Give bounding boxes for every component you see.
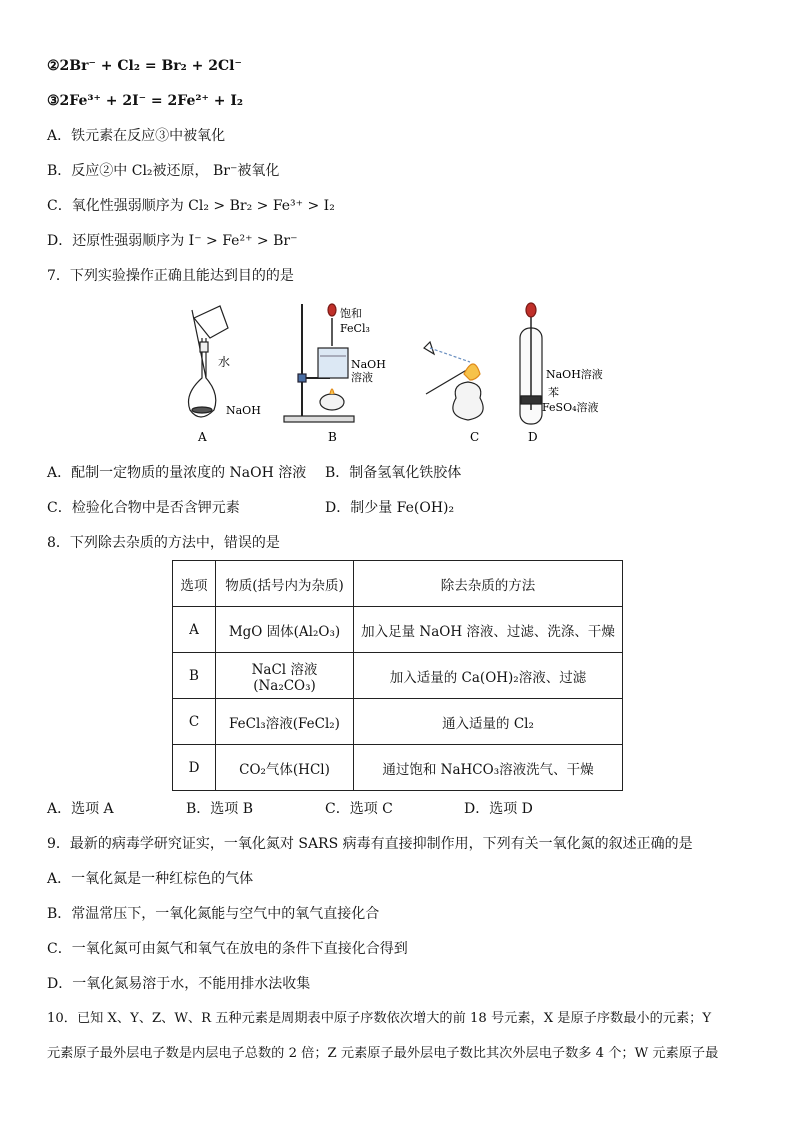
q10-line-2: 元素原子最外层电子数是内层电子总数的 2 倍；Z 元素原子最外层电子数比其次外层电子数多 4 个；W 元素原子最 — [47, 1046, 719, 1061]
q8-option-c: C．选项 C — [325, 801, 393, 817]
q8-stem: 8．下列除去杂质的方法中，错误的是 — [47, 535, 280, 551]
reaction-3: ③2Fe³⁺ + 2I⁻ = 2Fe²⁺ + I₂ — [47, 93, 244, 109]
header-substance: 物质(括号内为杂质) — [216, 561, 354, 607]
cell-substance: CO₂气体(HCl) — [216, 745, 354, 791]
label-d: D — [528, 430, 538, 444]
cell-option: C — [173, 699, 216, 745]
q9-option-b: B．常温常压下，一氧化氮能与空气中的氧气直接化合 — [47, 906, 380, 922]
q7-option-a: A．配制一定物质的量浓度的 NaOH 溶液 — [47, 465, 307, 481]
q9-stem: 9．最新的病毒学研究证实，一氧化氮对 SARS 病毒有直接抑制作用，下列有关一氧化氮的叙述正确的是 — [47, 836, 693, 852]
cell-method: 加入适量的 Ca(OH)₂溶液、过滤 — [354, 653, 623, 699]
reaction-2: ②2Br⁻ + Cl₂ = Br₂ + 2Cl⁻ — [47, 58, 242, 74]
label-a-naoh: NaOH — [226, 404, 261, 417]
q6-option-c: C．氧化性强弱顺序为 Cl₂ > Br₂ > Fe³⁺ > I₂ — [47, 198, 335, 214]
apparatus-c — [424, 342, 483, 420]
q8-option-a: A．选项 A — [47, 801, 114, 817]
cell-option: B — [173, 653, 216, 699]
label-a: A — [198, 430, 207, 444]
label-d-feso4: FeSO₄溶液 — [542, 401, 599, 414]
header-option: 选项 — [173, 561, 216, 607]
impurity-removal-table — [172, 560, 623, 791]
label-b: B — [328, 430, 337, 444]
cell-substance: NaCl 溶液(Na₂CO₃) — [216, 653, 354, 699]
q8-option-d: D．选项 D — [464, 801, 533, 817]
table-row — [173, 699, 623, 745]
label-a-water: 水 — [218, 355, 231, 369]
q9-option-d: D．一氧化氮易溶于水，不能用排水法收集 — [47, 976, 311, 992]
table-row — [173, 607, 623, 653]
label-b-reagent1: 饱和 — [340, 307, 362, 320]
cell-option: D — [173, 745, 216, 791]
cell-method: 通过饱和 NaHCO₃溶液洗气、干燥 — [354, 745, 623, 791]
cell-substance: MgO 固体(Al₂O₃) — [216, 607, 354, 653]
label-b-reagent2: FeCl₃ — [340, 322, 370, 335]
table-row — [173, 745, 623, 791]
header-method: 除去杂质的方法 — [354, 561, 623, 607]
q10-line-1: 10．已知 X、Y、Z、W、R 五种元素是周期表中原子序数依次增大的前 18 号元素，X 是原子序数最小的元素；Y — [47, 1011, 712, 1026]
q6-option-b: B．反应②中 Cl₂被还原， Br⁻被氧化 — [47, 163, 280, 179]
apparatus-d — [520, 303, 542, 424]
table-row — [173, 653, 623, 699]
q7-option-d: D．制少量 Fe(OH)₂ — [325, 500, 455, 516]
q7-stem: 7．下列实验操作正确且能达到目的的是 — [47, 268, 294, 284]
cell-substance: FeCl₃溶液(FeCl₂) — [216, 699, 354, 745]
q7-option-b: B．制备氢氧化铁胶体 — [325, 465, 462, 481]
label-d-benzene: 苯 — [548, 386, 559, 399]
cell-option: A — [173, 607, 216, 653]
table-header-row — [173, 561, 623, 607]
q7-option-c: C．检验化合物中是否含钾元素 — [47, 500, 240, 516]
q7-apparatus-figure — [180, 298, 620, 448]
q9-option-a: A．一氧化氮是一种红棕色的气体 — [47, 871, 254, 887]
q8-option-b: B．选项 B — [186, 801, 254, 817]
label-d-naoh: NaOH溶液 — [546, 368, 603, 381]
label-b-sol1: NaOH — [351, 358, 386, 371]
label-c: C — [470, 430, 480, 444]
cell-method: 通入适量的 Cl₂ — [354, 699, 623, 745]
q9-option-c: C．一氧化氮可由氮气和氧气在放电的条件下直接化合得到 — [47, 941, 408, 957]
label-b-sol2: 溶液 — [351, 371, 373, 384]
cell-method: 加入足量 NaOH 溶液、过滤、洗涤、干燥 — [354, 607, 623, 653]
q6-option-a: A．铁元素在反应③中被氧化 — [47, 128, 226, 144]
q6-option-d: D．还原性强弱顺序为 I⁻ > Fe²⁺ > Br⁻ — [47, 233, 298, 249]
